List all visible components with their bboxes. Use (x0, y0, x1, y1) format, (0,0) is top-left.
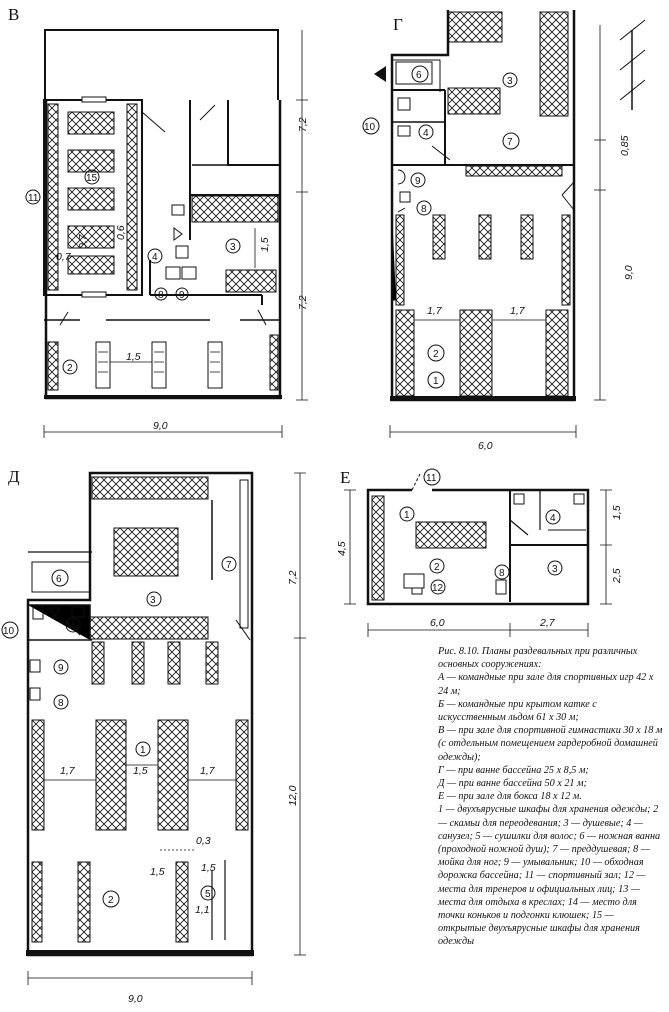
plan-v (8, 5, 309, 438)
mark-2: 2 (108, 895, 114, 906)
dim-12-0: 12,0 (287, 785, 299, 806)
mark-3: 3 (230, 242, 236, 253)
dim-1-7-left: 1,7 (60, 765, 75, 777)
mark-15: 15 (86, 173, 98, 184)
plan-d (2, 467, 306, 1005)
dim-7-2-top: 7,2 (297, 117, 309, 132)
caption-line: В — при зале для спортивной гимнастики 30 х 18 м (с отдельным помещением гардеробной домашней одежды); (438, 725, 663, 763)
plan-label-v: В (8, 5, 20, 24)
dim-4-5: 4,5 (336, 541, 348, 556)
mark-2: 2 (434, 562, 440, 573)
mark-2: 2 (67, 363, 73, 374)
dim-6-0: 6,0 (430, 617, 445, 629)
mark-7: 7 (226, 560, 232, 571)
mark-5: 5 (205, 889, 211, 900)
dim-1-5-bottom: 1,5 (150, 866, 165, 878)
dim-7-2: 7,2 (287, 570, 299, 585)
dim-1-5-vertical: 1,5 (259, 237, 271, 252)
dim-1-5: 1,5 (133, 765, 148, 777)
dim-2-7: 2,7 (540, 617, 555, 629)
mark-10: 10 (364, 122, 376, 133)
mark-3: 3 (507, 76, 513, 87)
caption-line: Е — при зале для бокса 18 х 12 м. (438, 791, 582, 803)
caption-line: Рис. 8.10. Планы раздевальных при различных основных сооружениях: (438, 646, 638, 671)
plan-e (336, 468, 623, 637)
dim-0-7: 0,7 (56, 251, 71, 263)
caption-line: 1 — двухъярусные шкафы для хранения одежды; 2 — скамьи для переодевания; 3 — душевые; 4 — санузел; 5 — сушилки для волос; 6 — ножная ванна (проходной ножной душ); 7 — преддушевая; 8 — мойка для ног; 9 — умывальник; 10 — обходная дорожка бассейна; 11 — спортивный зал; 12 — места для тренеров и официальных лиц; 13 — места для отдыха в креслах; 14 — место для точки коньков и подгонки клюшек; 15 — открытые двухъярусные шкафы для хранения одежды (438, 804, 661, 948)
mark-12: 12 (432, 583, 444, 594)
dim-0-7-vertical: 0,7 (77, 234, 89, 249)
dim-6-0: 6,0 (478, 440, 493, 452)
mark-8: 8 (499, 568, 505, 579)
plan-label-g: Г (393, 15, 403, 34)
dim-9-0: 9,0 (623, 265, 635, 280)
mark-2: 2 (433, 349, 439, 360)
mark-8: 8 (421, 204, 427, 215)
mark-1: 1 (404, 510, 410, 521)
mark-3: 3 (552, 564, 558, 575)
plan-label-d: Д (8, 467, 20, 486)
mark-1: 1 (433, 376, 439, 387)
mark-10: 10 (3, 626, 15, 637)
caption-line: Б — командные при крытом катке с искусственным льдом 61 х 30 м; (438, 698, 597, 724)
dim-1-5: 1,5 (611, 505, 623, 520)
mark-4: 4 (70, 621, 76, 632)
dim-2-5: 2,5 (611, 568, 623, 583)
mark-8: 8 (58, 698, 64, 709)
plan-g (363, 10, 645, 452)
caption-line: А — командные при зале для спортивных игр 42 х 24 м; (438, 672, 654, 697)
dim-0-3: 0,3 (196, 835, 211, 847)
dim-9-0: 9,0 (128, 993, 143, 1005)
mark-4: 4 (550, 513, 556, 524)
dim-0-85: 0,85 (619, 135, 631, 156)
mark-1: 1 (140, 745, 146, 756)
mark-4: 4 (152, 252, 158, 263)
dim-1-7-left: 1,7 (427, 305, 442, 317)
dim-9-0: 9,0 (153, 420, 168, 432)
mark-9: 9 (58, 663, 64, 674)
dim-1-7-right: 1,7 (510, 305, 525, 317)
figure-caption (438, 645, 664, 949)
plan-label-e: Е (340, 468, 351, 487)
dim-1-1: 1,1 (195, 904, 210, 916)
mark-9: 9 (415, 176, 421, 187)
mark-7: 7 (507, 137, 513, 148)
mark-11: 11 (426, 473, 437, 484)
mark-6: 6 (416, 70, 422, 81)
mark-11: 11 (28, 193, 39, 204)
dim-1-7-right: 1,7 (200, 765, 215, 777)
mark-3: 3 (150, 595, 156, 606)
mark-8: 8 (158, 290, 164, 301)
dim-0-6: 0,6 (115, 225, 127, 240)
dim-1-5-side: 1,5 (201, 862, 216, 874)
dim-7-2-bottom: 7,2 (297, 295, 309, 310)
mark-9: 9 (179, 290, 185, 301)
dim-1-5: 1,5 (126, 351, 141, 363)
caption-line: Г — при ванне бассейна 25 х 8,5 м; (438, 764, 589, 776)
caption-line: Д — при ванне бассейна 50 х 21 м; (438, 778, 587, 790)
mark-6: 6 (56, 574, 62, 585)
mark-4: 4 (423, 128, 429, 139)
